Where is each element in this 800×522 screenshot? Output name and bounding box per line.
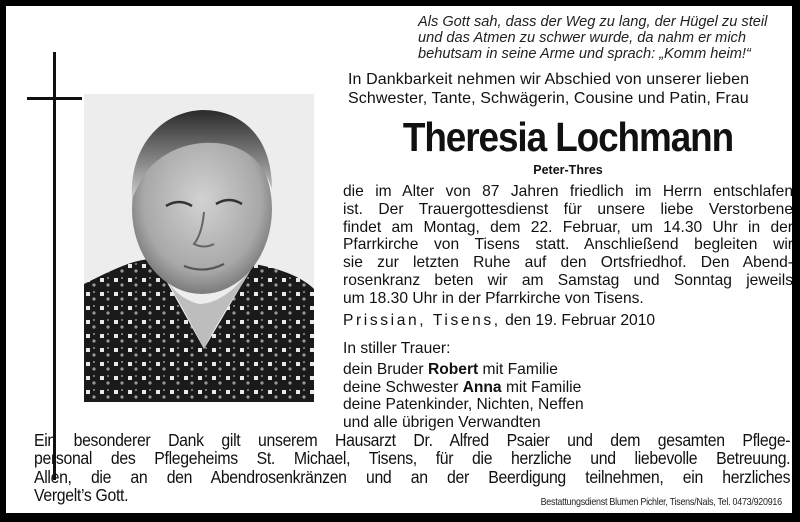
date: den 19. Februar 2010 xyxy=(500,312,656,329)
cross-icon-vertical xyxy=(53,52,56,480)
mourner-suffix: mit Familie xyxy=(478,361,558,378)
place-and-date xyxy=(343,312,793,330)
obituary-notice xyxy=(6,6,792,513)
announcement-line: findet am Montag, dem 22. Februar, um 14.30 Uhr in der xyxy=(343,218,793,236)
mourner-entry xyxy=(343,361,584,379)
mourner-relation: dein Bruder xyxy=(343,361,428,378)
acknowledgement-line: Ein besonderer Dank gilt unserem Hausarzt Dr. Alfred Psaier und dem gesamten Pflege- xyxy=(34,430,791,450)
funeral-service-credit: Bestattungsdienst Blumen Pichler, Tisens/Nals, Tel. 0473/920916 xyxy=(540,496,782,508)
mourner-suffix: mit Familie xyxy=(501,378,582,396)
cross-icon-horizontal xyxy=(27,97,82,100)
mourners-list xyxy=(343,361,584,431)
acknowledgement-line: Allen, die an den Abendrosenkränzen und an der Beerdigung teilnehmen, ein herzliches xyxy=(34,466,791,487)
announcement-line: um 18.30 Uhr in der Pfarrkirche von Tisens. xyxy=(343,289,644,307)
announcement-line: die im Alter von 87 Jahren friedlich im Herrn entschlafen xyxy=(343,183,793,200)
mourner-name: Anna xyxy=(462,378,502,396)
mourner-entry xyxy=(343,414,584,432)
intro-line: In Dankbarkeit nehmen wir Abschied von unserer lieben xyxy=(348,71,750,88)
intro-line: Schwester, Tante, Schwägerin, Cousine und Patin, Frau xyxy=(348,90,749,107)
portrait-illustration xyxy=(84,94,314,402)
announcement-line: sie zur letzten Ruhe auf den Ortsfriedhof. Den Abend- xyxy=(343,254,793,272)
quote-line: Als Gott sah, dass der Weg zu lang, der Hügel zu steil xyxy=(418,14,768,30)
place: Prissian, Tisens, xyxy=(343,312,501,329)
mourners-heading: In stiller Trauer: xyxy=(343,340,451,357)
announcement-line: Pfarrkirche von Tisens statt. Anschließend begleiten wir xyxy=(343,236,793,254)
announcement-line: ist. Der Trauergottesdienst für unsere liebe Verstorbene xyxy=(343,200,793,218)
announcement-line: rosenkranz beten wir am Samstag und Sonntag jeweils xyxy=(343,271,793,289)
mourner-entry xyxy=(343,379,584,397)
deceased-name: Theresia Lochmann xyxy=(402,114,734,160)
mourner-relation: deine Schwester xyxy=(343,378,463,396)
quote-line: und das Atmen zu schwer wurde, da nahm er mich xyxy=(418,30,746,47)
announcement-text xyxy=(343,183,793,308)
acknowledgement-line: personal des Pflegeheims St. Michael, Tisens, für die herzliche und liebevolle Betreuung. xyxy=(34,448,791,469)
deceased-nickname: Peter-Thres xyxy=(533,163,603,177)
portrait-photo xyxy=(84,94,314,402)
mourner-name: Robert xyxy=(427,361,479,378)
intro-text xyxy=(348,70,788,108)
acknowledgement-text xyxy=(34,431,790,505)
acknowledgement-line: Vergelt’s Gott. xyxy=(34,485,129,506)
mourner-entry xyxy=(343,396,584,414)
quote-line: behutsam in seine Arme und sprach: „Komm heim!“ xyxy=(418,46,751,63)
memorial-quote xyxy=(418,14,790,63)
mourner-relation: und alle übrigen Verwandten xyxy=(343,413,541,431)
mourner-relation: deine Patenkinder, Nichten, Neffen xyxy=(343,396,584,414)
